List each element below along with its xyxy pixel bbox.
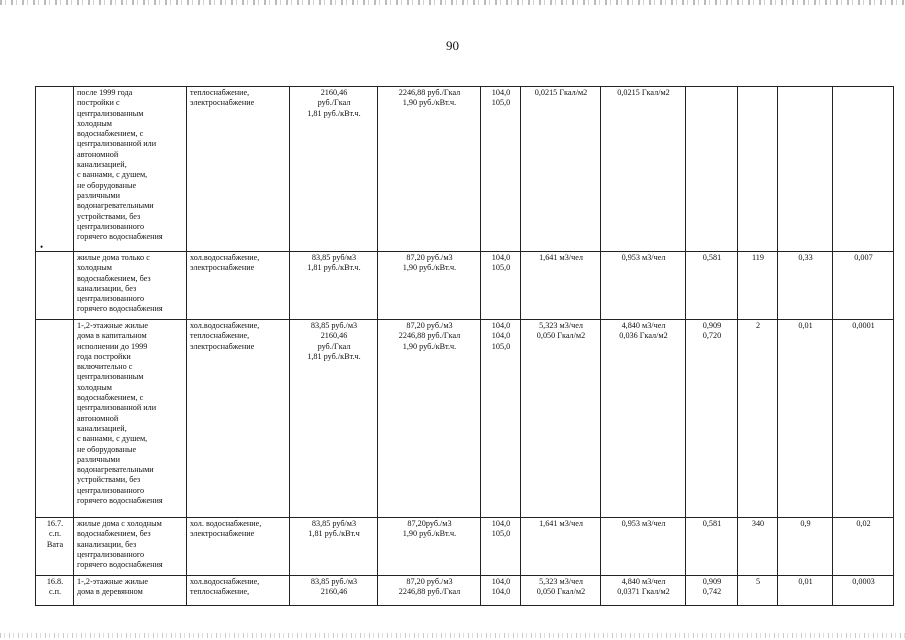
table-row	[36, 87, 894, 252]
cell-num	[36, 252, 74, 320]
cell-tariff1: 83,85 руб./м3 2160,46 руб./Гкал 1,81 руб./кВт.ч.	[290, 320, 378, 518]
cell-num	[36, 87, 74, 252]
cell-utilities: теплоснабжение, электроснабжение	[187, 87, 290, 252]
cell-norm2: 0,953 м3/чел	[601, 252, 686, 320]
data-table	[35, 86, 894, 606]
cell-num: 16.7. с.п. Вата	[36, 518, 74, 576]
cell-k: 0,909 0,742	[686, 576, 738, 606]
cell-v1: 0,33	[778, 252, 833, 320]
cell-desc: 1-,2-этажные жилые дома в капитальном исполнении до 1999 года постройки включительно с централизованным холодным водоснабжением, с централизованной или автономной канализацией, с ваннами, с душем, не оборудованые различными водонагревательными устройствами, без централизованного горячего водоснабжения	[74, 320, 187, 518]
cell-norm1: 5,323 м3/чел 0,050 Гкал/м2	[521, 576, 601, 606]
cell-norm1: 0,0215 Гкал/м2	[521, 87, 601, 252]
cell-desc: жилые дома с холодным водоснабжением, без канализации, без централизованного горячего водоснабжения	[74, 518, 187, 576]
cell-k: 0,581	[686, 252, 738, 320]
cell-tariff2: 87,20 руб./м3 2246,88 руб./Гкал	[378, 576, 481, 606]
cell-v2: 0,02	[833, 518, 894, 576]
cell-norm2: 4,840 м3/чел 0,0371 Гкал/м2	[601, 576, 686, 606]
cell-v2: 0,007	[833, 252, 894, 320]
scan-noise-top	[0, 0, 905, 5]
scan-noise-bottom	[0, 633, 905, 638]
cell-index: 104,0 105,0	[481, 87, 521, 252]
table-row	[36, 320, 894, 518]
cell-count: 5	[738, 576, 778, 606]
cell-desc: жилые дома только с холодным водоснабжением, без канализации, без централизованного горячего водоснабжения	[74, 252, 187, 320]
cell-norm2: 4,840 м3/чел 0,036 Гкал/м2	[601, 320, 686, 518]
cell-num: 16.8. с.п.	[36, 576, 74, 606]
cell-utilities: хол.водоснабжение, электроснабжение	[187, 252, 290, 320]
cell-norm2: 0,0215 Гкал/м2	[601, 87, 686, 252]
cell-count: 340	[738, 518, 778, 576]
cell-v1	[778, 87, 833, 252]
cell-tariff1: 2160,46 руб./Гкал 1,81 руб./кВт.ч.	[290, 87, 378, 252]
cell-desc: после 1999 года постройки с централизованным холодным водоснабжением, с централизованной или автономной канализацией, с ваннами, с душем, не оборудованые различными водонагревательными устройствами, без централизованного горячего водоснабжения	[74, 87, 187, 252]
cell-index: 104,0 105,0	[481, 518, 521, 576]
table-row	[36, 576, 894, 606]
cell-num	[36, 320, 74, 518]
cell-k	[686, 87, 738, 252]
cell-utilities: хол.водоснабжение, теплоснабжение, электроснабжение	[187, 320, 290, 518]
scan-dot: •	[40, 242, 44, 252]
cell-v1: 0,01	[778, 320, 833, 518]
cell-k: 0,909 0,720	[686, 320, 738, 518]
cell-desc: 1-,2-этажные жилые дома в деревянном	[74, 576, 187, 606]
cell-v1: 0,01	[778, 576, 833, 606]
cell-tariff2: 87,20руб./м3 1,90 руб./кВт.ч.	[378, 518, 481, 576]
cell-utilities: хол.водоснабжение, теплоснабжение,	[187, 576, 290, 606]
cell-norm1: 1,641 м3/чел	[521, 252, 601, 320]
cell-tariff2: 87,20 руб./м3 1,90 руб./кВт.ч.	[378, 252, 481, 320]
cell-index: 104,0 104,0	[481, 576, 521, 606]
cell-v2	[833, 87, 894, 252]
cell-norm1: 1,641 м3/чел	[521, 518, 601, 576]
cell-tariff1: 83,85 руб/м3 1,81 руб./кВт.ч.	[290, 252, 378, 320]
cell-index: 104,0 105,0	[481, 252, 521, 320]
cell-utilities: хол. водоснабжение, электроснабжение	[187, 518, 290, 576]
cell-tariff2: 87,20 руб./м3 2246,88 руб./Гкал 1,90 руб./кВт.ч.	[378, 320, 481, 518]
cell-k: 0,581	[686, 518, 738, 576]
cell-norm2: 0,953 м3/чел	[601, 518, 686, 576]
cell-count: 2	[738, 320, 778, 518]
cell-norm1: 5,323 м3/чел 0,050 Гкал/м2	[521, 320, 601, 518]
cell-v2: 0,0003	[833, 576, 894, 606]
page-number: 90	[446, 38, 459, 53]
cell-tariff1: 83,85 руб./м3 2160,46	[290, 576, 378, 606]
cell-tariff2: 2246,88 руб./Гкал 1,90 руб./кВт.ч.	[378, 87, 481, 252]
cell-count: 119	[738, 252, 778, 320]
cell-v1: 0,9	[778, 518, 833, 576]
table-row	[36, 252, 894, 320]
cell-tariff1: 83,85 руб/м3 1,81 руб./кВт.ч	[290, 518, 378, 576]
cell-count	[738, 87, 778, 252]
cell-v2: 0,0001	[833, 320, 894, 518]
table-row	[36, 518, 894, 576]
cell-index: 104,0 104,0 105,0	[481, 320, 521, 518]
